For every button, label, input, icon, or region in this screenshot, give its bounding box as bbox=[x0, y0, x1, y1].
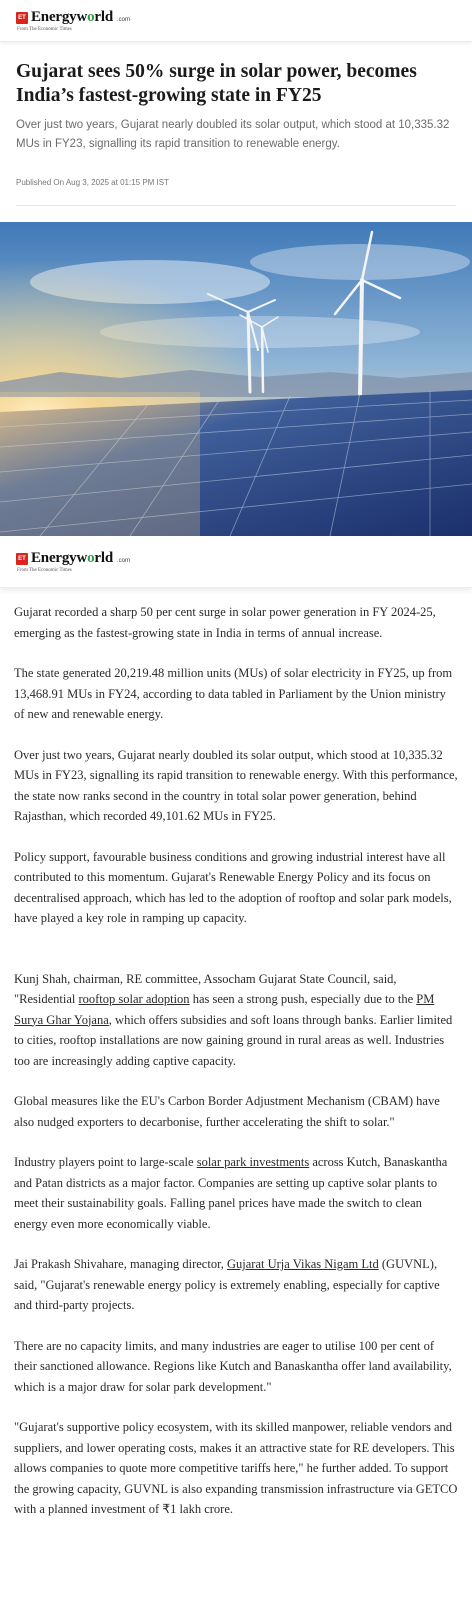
brand-domain: .com bbox=[117, 558, 131, 564]
brand-domain: .com bbox=[117, 17, 131, 23]
paragraph-3: Over just two years, Gujarat nearly doubled its solar output, which stood at 10,335.32 MUs in FY23, signalling its rapid transition to renewable energy. With this performance, the state now ranks second in the country in total solar power generation, behind Rajasthan, which recorded 49,101.62 MUs in FY25. bbox=[14, 747, 458, 823]
paragraph-1: Gujarat recorded a sharp 50 per cent surge in solar power generation in FY 2024-25, emerging as the fastest-growing state in India in terms of annual increase. bbox=[14, 605, 436, 640]
article-header bbox=[0, 42, 472, 187]
et-logo-icon: ET bbox=[16, 12, 28, 24]
paragraph-6: Global measures like the EU's Carbon Border Adjustment Mechanism (CBAM) have also nudged exporters to decarbonise, further accelerating the shift to solar." bbox=[14, 1094, 440, 1129]
header-divider bbox=[16, 205, 456, 206]
brand-tagline: From The Economic Times bbox=[17, 27, 72, 32]
link-solar-park-investments[interactable]: solar park investments bbox=[196, 1155, 310, 1169]
paragraph-2: The state generated 20,219.48 million units (MUs) of solar electricity in FY25, up from 13,468.91 MUs in FY24, according to data tabled in Parliament by the Union ministry of new and renewable energy. bbox=[14, 666, 453, 721]
brand-name: Energyworld bbox=[31, 550, 113, 566]
brand-name: Energyworld bbox=[31, 9, 113, 25]
brand-tagline: From The Economic Times bbox=[17, 568, 72, 573]
article-body bbox=[0, 588, 472, 1520]
article-summary: Over just two years, Gujarat nearly doubled its solar output, which stood at 10,335.32 MUs in FY23, signalling its rapid transition to renewable energy. bbox=[16, 119, 450, 150]
paragraph-8: Jai Prakash Shivahare, managing director, Gujarat Urja Vikas Nigam Ltd (GUVNL), said, "Gujarat's renewable energy policy is extremely enabling, especially for captive and third-party projects. bbox=[14, 1257, 440, 1312]
et-logo-icon: ET bbox=[16, 553, 28, 565]
link-gujarat-urja-vikas-nigam[interactable]: Gujarat Urja Vikas Nigam Ltd bbox=[226, 1257, 379, 1271]
article-headline: Gujarat sees 50% surge in solar power, becomes India’s fastest-growing state in FY25 bbox=[16, 61, 417, 106]
paragraph-7: Industry players point to large-scale solar park investments across Kutch, Banaskantha and Patan districts as a major factor. Companies are setting up captive solar plants to meet their sustainability goals. Falling panel prices have made the switch to clean energy even more economically viable. bbox=[14, 1155, 448, 1231]
link-rooftop-solar-adoption[interactable]: rooftop solar adoption bbox=[78, 992, 190, 1006]
paragraph-10: "Gujarat's supportive policy ecosystem, with its skilled manpower, reliable vendors and suppliers, and lower operating costs, makes it an attractive state for RE developers. This allows companies to quote more competitive tariffs here," he further added. To support the growing capacity, GUVNL is also expanding transmission infrastructure via GETCO with a planned investment of ₹1 lakh crore. bbox=[14, 1420, 458, 1516]
solar-wind-illustration bbox=[0, 222, 472, 536]
paragraph-9: There are no capacity limits, and many industries are eager to utilise 100 per cent of their sanctioned allowance. Regions like Kutch and Banaskantha offer land availability, which is a major draw for solar park development." bbox=[14, 1338, 452, 1394]
paragraph-4: Policy support, favourable business conditions and growing industrial interest have all contributed to this momentum. Gujarat's Renewable Energy Policy and its focus on decentralised approach, which has led to the adoption of rooftop and solar park models, have played a key role in ramping up capacity. bbox=[14, 849, 452, 925]
link-pm-surya-ghar-yojana[interactable]: PM Surya Ghar Yojana bbox=[14, 992, 435, 1027]
site-header bbox=[0, 0, 472, 42]
hero-image-solar-wind bbox=[0, 222, 472, 536]
source-logo bbox=[16, 550, 130, 573]
paragraph-5: Kunj Shah, chairman, RE committee, Assocham Gujarat State Council, said, "Residential rooftop solar adoption has seen a strong push, especially due to the PM Surya Ghar Yojana, which offers subsidies and soft loans through banks. Earlier limited to cities, rooftop installations are now gaining ground in rural areas as well. Industries too are increasingly adding captive capacity. bbox=[14, 971, 453, 1068]
site-logo[interactable] bbox=[16, 9, 130, 32]
published-date: Published On Aug 3, 2025 at 01:15 PM IST bbox=[16, 178, 169, 187]
source-logo-bar bbox=[0, 536, 472, 588]
